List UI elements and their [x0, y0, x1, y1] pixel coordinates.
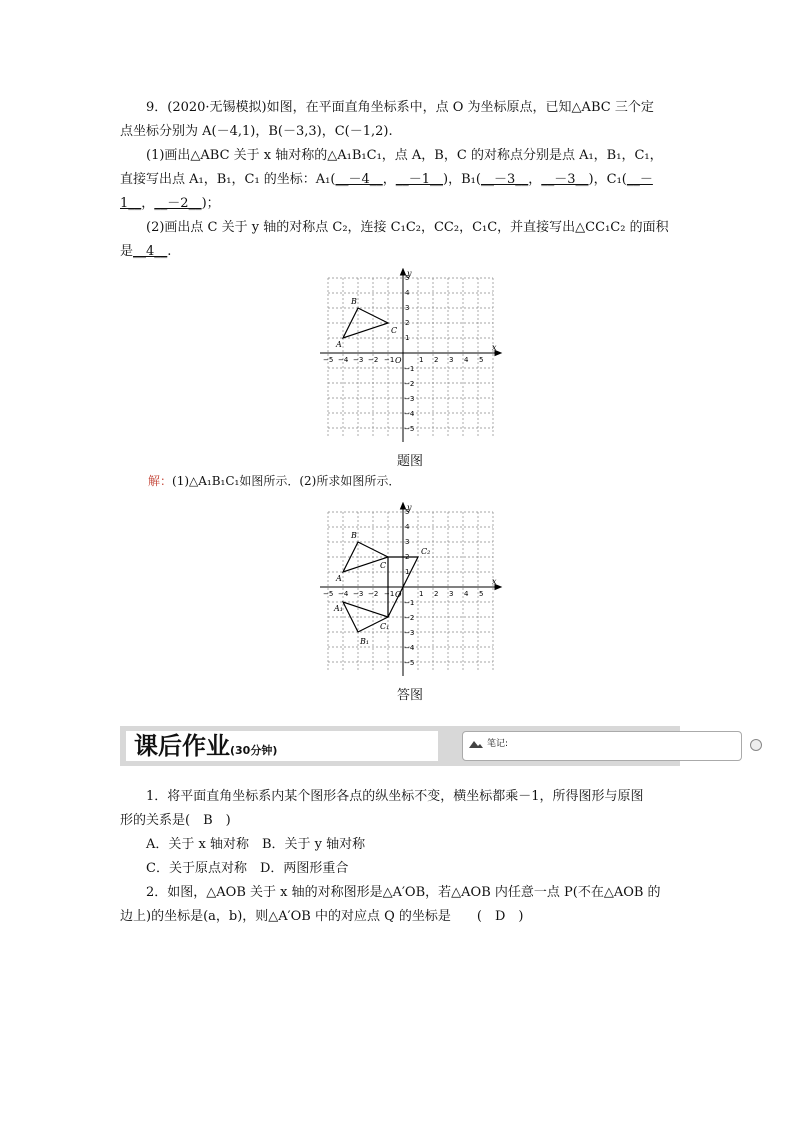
label-a: A — [336, 340, 342, 349]
q9-part2-prefix: 是 — [120, 244, 134, 259]
answer-a1x: __－4__ — [335, 172, 383, 187]
tick2-y-neg4: −4 — [404, 644, 415, 652]
tick-x-neg4: −4 — [338, 356, 349, 364]
label2-origin: O — [395, 590, 402, 599]
tick2-y-1: 1 — [405, 568, 410, 576]
tick2-x-4: 4 — [464, 590, 469, 598]
tick-x-neg1: −1 — [384, 356, 395, 364]
tick-x-3: 3 — [449, 356, 454, 364]
tick2-y-neg2: −2 — [404, 614, 415, 622]
q9-part2-line2 — [120, 240, 680, 264]
tick2-y-neg3: −3 — [404, 629, 415, 637]
label2-b1: B₁ — [360, 637, 370, 646]
tick-y-2: 2 — [405, 319, 410, 327]
label-c: C — [391, 326, 398, 335]
hq1-line1: 1．将平面直角坐标系内某个图形各点的纵坐标不变，横坐标都乘－1，所得图形与原图 — [146, 789, 644, 804]
tick-y-neg3: −3 — [404, 395, 415, 403]
tick2-x-neg2: −2 — [368, 590, 379, 598]
tick2-y-neg5: −5 — [404, 659, 415, 667]
homework-title — [126, 731, 438, 761]
label-origin: O — [395, 356, 402, 365]
label-y-axis: y — [407, 269, 412, 278]
figure1-caption: 题图 — [396, 454, 423, 469]
label2-y-axis: y — [407, 503, 412, 512]
q9-line2: 点坐标分别为 A(－4,1)，B(－3,3)，C(－1,2). — [120, 124, 393, 139]
circle-icon — [750, 739, 762, 751]
tick2-x-neg5: −5 — [323, 590, 334, 598]
tick-y-3: 3 — [405, 304, 410, 312]
label2-b: B — [351, 531, 357, 540]
tick-x-5: 5 — [479, 356, 484, 364]
q9-part2-line1: (2)画出点 C 关于 y 轴的对称点 C₂，连接 C₁C₂，CC₂，C₁C，并直接写出△CC₁C₂ 的面积 — [146, 220, 669, 235]
label2-x-axis: x — [492, 577, 497, 586]
label-x-axis: x — [492, 343, 497, 352]
answer-b1y: __－3__ — [541, 172, 589, 187]
answer-a1y: __－1__ — [395, 172, 444, 187]
homework-time: (30分钟) — [230, 744, 278, 757]
tick-x-neg3: −3 — [353, 356, 364, 364]
label2-c1: C₁ — [380, 622, 390, 631]
answer-c1y: __－2__ — [154, 196, 202, 211]
tick-y-neg5: −5 — [404, 425, 415, 433]
tick2-y-3: 3 — [405, 538, 410, 546]
tick-x-2: 2 — [434, 356, 439, 364]
solution-label: 解： — [148, 474, 173, 488]
notes-label: 笔记: — [487, 739, 509, 749]
hq1-line2: 形的关系是( B ) — [120, 813, 231, 828]
homework-q1 — [120, 785, 680, 881]
coordinate-figure-2 — [318, 502, 504, 678]
mountain-icon — [469, 740, 483, 748]
tick-y-1: 1 — [405, 334, 410, 342]
tick-y-5: 5 — [405, 274, 410, 282]
tick-y-neg1: −1 — [404, 365, 415, 373]
label-b: B — [351, 297, 357, 306]
homework-q2 — [120, 881, 680, 929]
tick2-y-5: 5 — [405, 508, 410, 516]
tick2-x-neg3: −3 — [353, 590, 364, 598]
tick2-y-neg1: −1 — [404, 599, 415, 607]
label2-a1: A₁ — [334, 604, 343, 613]
tick2-x-2: 2 — [434, 590, 439, 598]
answer-area: __4__ — [133, 244, 168, 259]
tick2-x-5: 5 — [479, 590, 484, 598]
hq1-options-ab: A．关于 x 轴对称 B．关于 y 轴对称 — [146, 837, 366, 852]
figure2-caption: 答图 — [396, 688, 423, 703]
tick-y-neg4: −4 — [404, 410, 415, 418]
q9-line1: 9．(2020·无锡模拟)如图，在平面直角坐标系中，点 O 为坐标原点，已知△ABC 三个定 — [146, 100, 654, 115]
hq1-options-cd: C．关于原点对称 D．两图形重合 — [146, 861, 349, 876]
homework-header — [120, 726, 680, 766]
tick2-x-neg4: −4 — [338, 590, 349, 598]
hq2-line2: 边上)的坐标是(a，b)，则△A′OB 中的对应点 Q 的坐标是 ( D ) — [120, 909, 524, 924]
q9-part1-prefix: 直接写出点 A₁，B₁，C₁ 的坐标：A₁( — [120, 172, 336, 187]
coordinate-figure-1 — [318, 268, 504, 444]
q9-part1-line3: 1__，__－2__)； — [120, 196, 220, 211]
notes-box[interactable] — [462, 731, 742, 761]
tick-x-neg5: −5 — [323, 356, 334, 364]
tick2-x-neg1: −1 — [384, 590, 395, 598]
tick2-y-4: 4 — [405, 523, 410, 531]
tick-x-1: 1 — [419, 356, 424, 364]
solution — [148, 472, 400, 490]
label2-c2: C₂ — [421, 547, 431, 556]
q9-part1-line2: 直接写出点 A₁，B₁，C₁ 的坐标：A₁(__－4__，__－1__)，B₁(__－3__，__－3__)，C₁(__－ — [120, 172, 653, 187]
tick2-x-1: 1 — [419, 590, 424, 598]
tick2-x-3: 3 — [449, 590, 454, 598]
q9-part2-suffix: . — [167, 244, 172, 259]
tick-x-neg2: −2 — [368, 356, 379, 364]
answer-b1x: __－3__ — [480, 172, 529, 187]
tick-y-4: 4 — [405, 289, 410, 297]
tick-x-4: 4 — [464, 356, 469, 364]
label2-a: A — [336, 574, 342, 583]
homework-title-text: 课后作业 — [134, 732, 230, 760]
q9-part1-line1: (1)画出△ABC 关于 x 轴对称的△A₁B₁C₁，点 A，B，C 的对称点分别是点 A₁，B₁，C₁， — [146, 148, 663, 163]
hq2-line1: 2．如图，△AOB 关于 x 轴的对称图形是△A′OB，若△AOB 内任意一点 P(不在△AOB 的 — [146, 885, 661, 900]
answer-c1x-part2: 1__ — [120, 196, 142, 211]
q9-statement — [120, 96, 680, 264]
tick2-y-2: 2 — [405, 553, 410, 561]
solution-text: (1)△A₁B₁C₁如图所示．(2)所求如图所示． — [172, 474, 401, 488]
tick-y-neg2: −2 — [404, 380, 415, 388]
answer-c1x-part1: __－ — [626, 172, 653, 187]
label2-c: C — [380, 561, 387, 570]
